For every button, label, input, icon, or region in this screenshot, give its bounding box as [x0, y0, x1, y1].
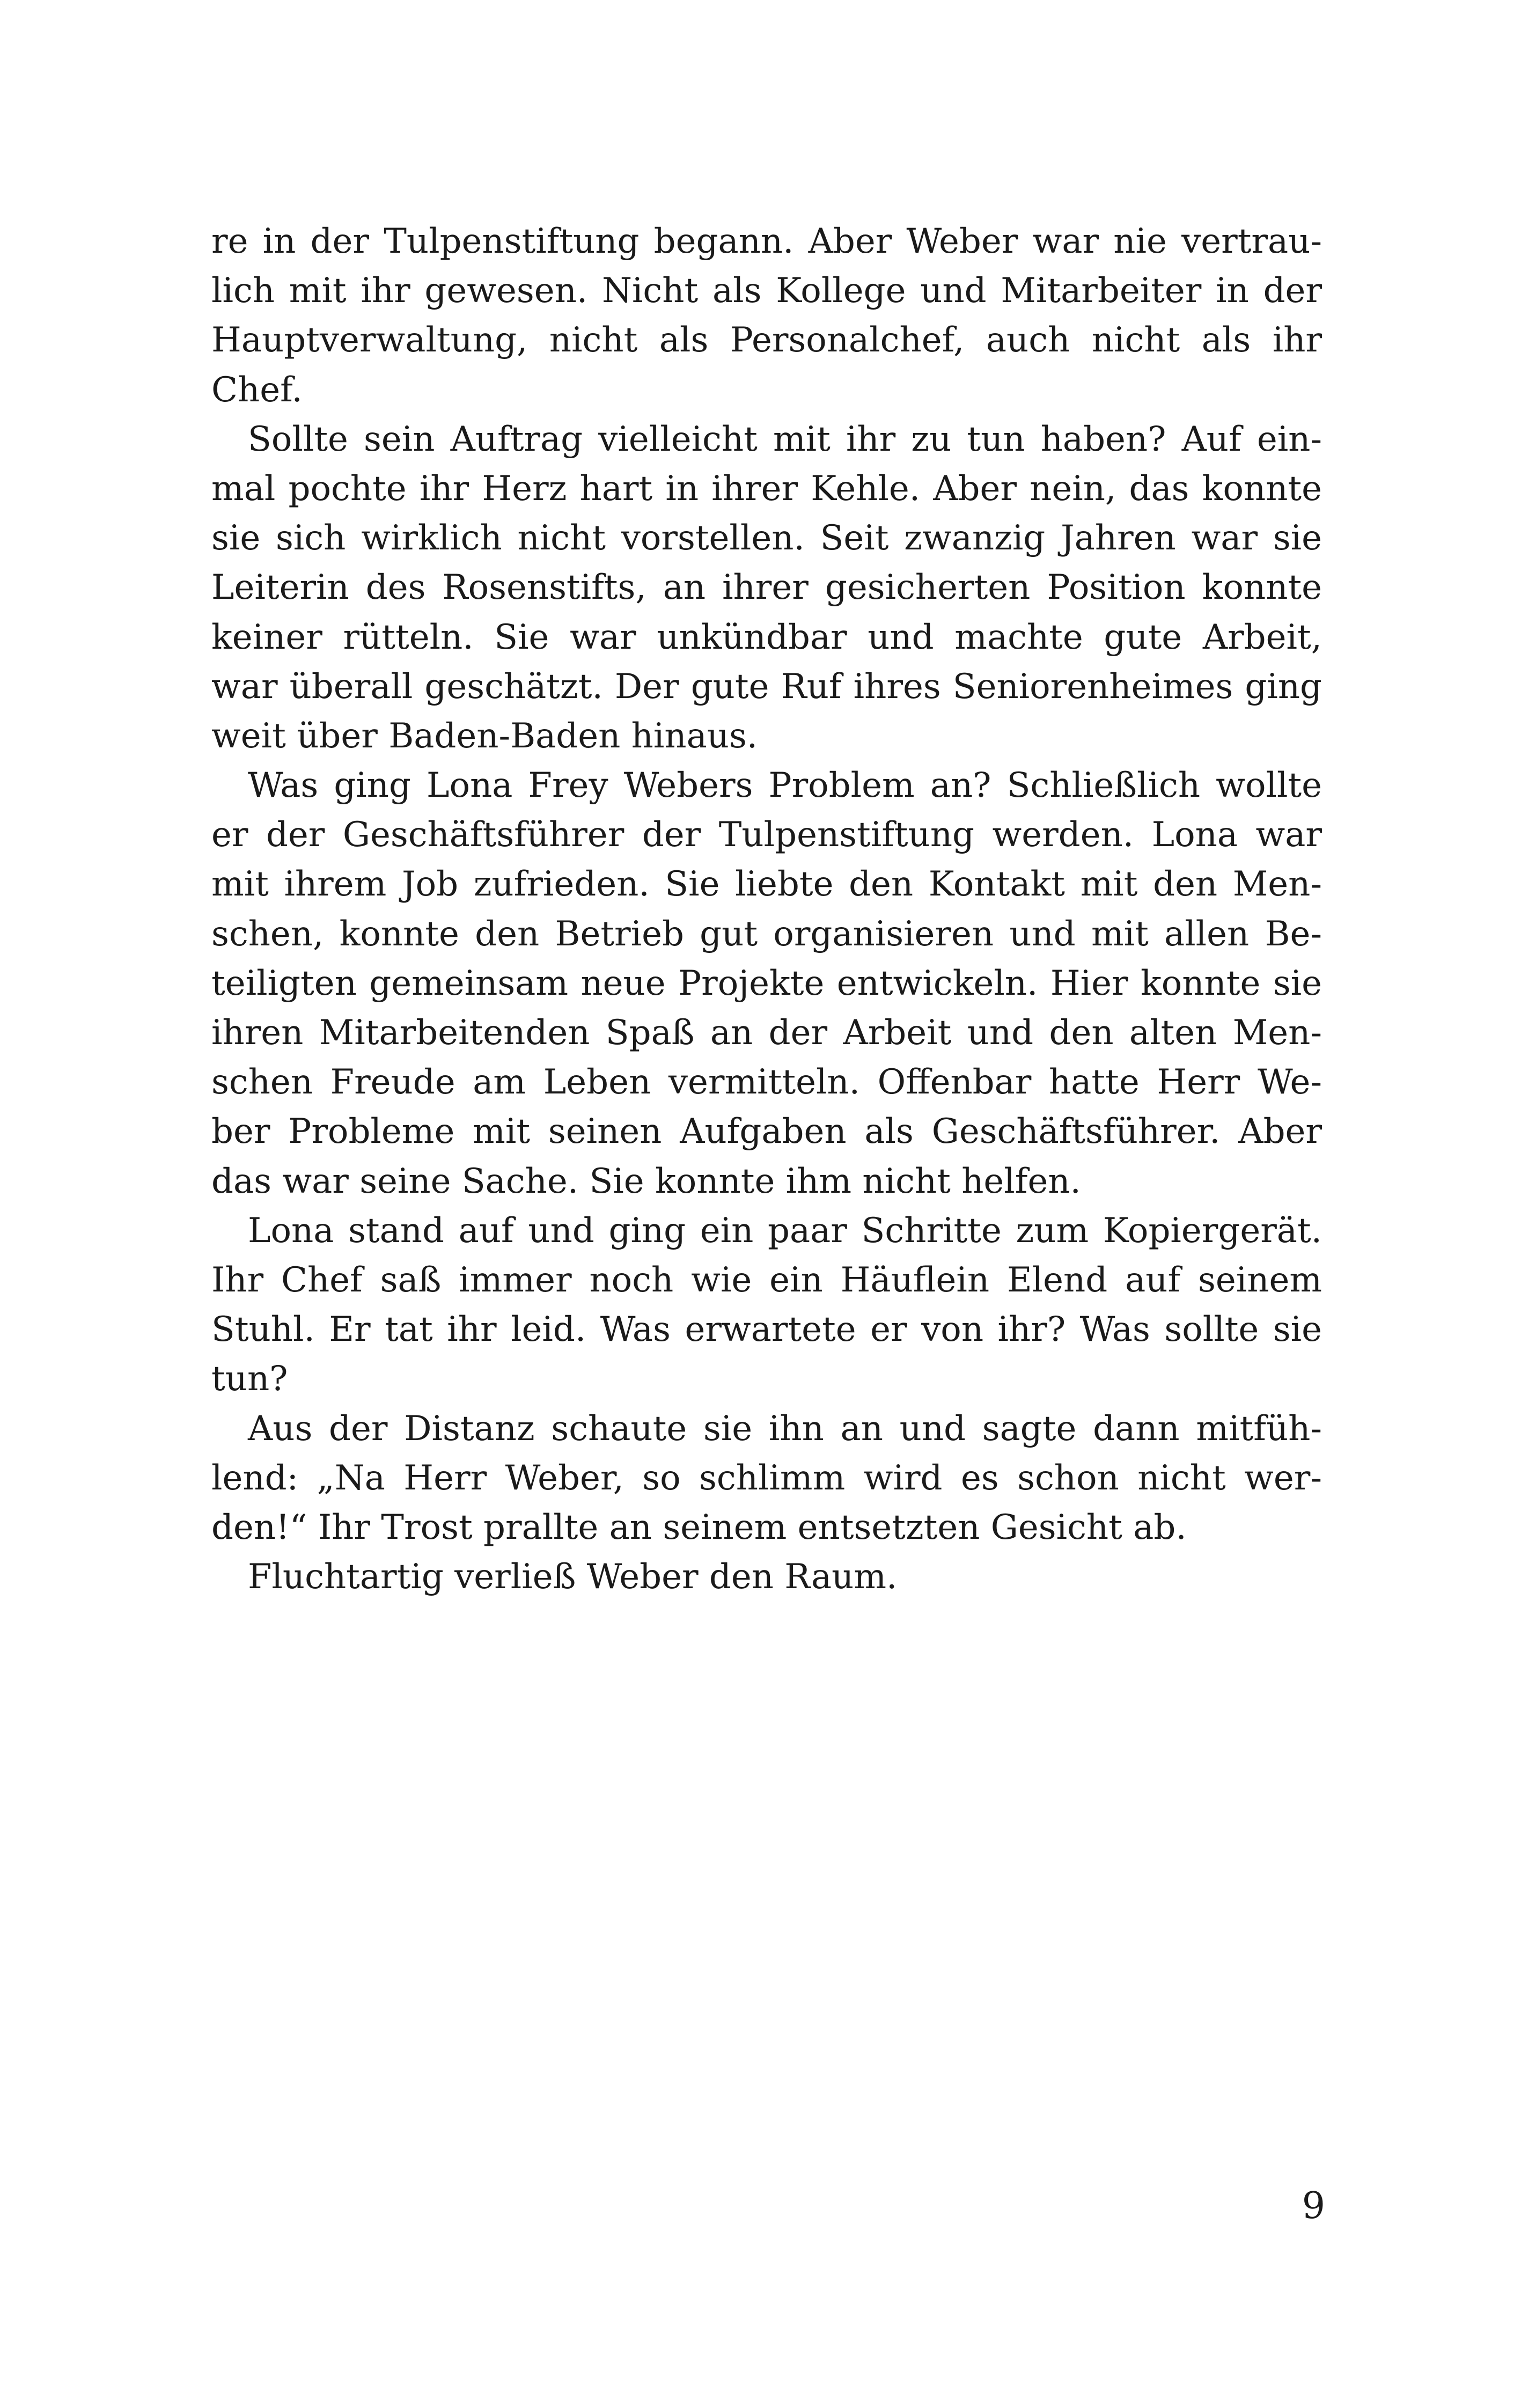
- text-line: ihren Mitarbeitenden Spaß an der Arbeit und den alten Men-: [211, 1013, 1322, 1053]
- text-line: lend: „Na Herr Weber, so schlimm wird es schon nicht wer-: [211, 1458, 1322, 1498]
- text-line: schen Freude am Leben vermitteln. Offenbar hatte Herr We-: [211, 1062, 1322, 1103]
- text-line: tun?: [211, 1359, 288, 1399]
- text-line: Hauptverwaltung, nicht als Personalchef, auch nicht als ihr: [211, 320, 1322, 361]
- text-line: Chef.: [211, 370, 303, 410]
- text-line: Fluchtartig verließ Weber den Raum.: [248, 1557, 898, 1597]
- text-line: weit über Baden-Baden hinaus.: [211, 716, 758, 756]
- text-line: teiligten gemeinsam neue Projekte entwickeln. Hier konnte sie: [211, 963, 1322, 1003]
- text-line: lich mit ihr gewesen. Nicht als Kollege und Mitarbeiter in der: [211, 271, 1322, 311]
- text-line: sie sich wirklich nicht vorstellen. Seit zwanzig Jahren war sie: [211, 518, 1322, 559]
- body-text: [211, 217, 1322, 1602]
- text-line: Aus der Distanz schaute sie ihn an und sagte dann mitfüh-: [248, 1408, 1322, 1449]
- text-line: re in der Tulpenstiftung begann. Aber Weber war nie vertrau-: [211, 222, 1322, 261]
- text-line: Sollte sein Auftrag vielleicht mit ihr zu tun haben? Auf ein-: [248, 419, 1322, 459]
- text-line: schen, konnte den Betrieb gut organisieren und mit allen Be-: [211, 914, 1322, 954]
- text-line: ber Probleme mit seinen Aufgaben als Geschäftsführer. Aber: [211, 1112, 1322, 1152]
- text-line: Ihr Chef saß immer noch wie ein Häuflein Elend auf seinem: [211, 1260, 1322, 1300]
- text-line: er der Geschäftsführer der Tulpenstiftung werden. Lona war: [211, 815, 1322, 855]
- text-line: das war seine Sache. Sie konnte ihm nicht helfen.: [211, 1161, 1081, 1201]
- page-number: 9: [1302, 2185, 1325, 2227]
- text-line: den!“ Ihr Trost prallte an seinem entsetzten Gesicht ab.: [211, 1507, 1187, 1547]
- text-line: mit ihrem Job zufrieden. Sie liebte den Kontakt mit den Men-: [211, 864, 1322, 905]
- text-line: Stuhl. Er tat ihr leid. Was erwartete er von ihr? Was sollte sie: [211, 1310, 1322, 1350]
- text-line: keiner rütteln. Sie war unkündbar und machte gute Arbeit,: [211, 617, 1322, 657]
- text-line: Lona stand auf und ging ein paar Schritte zum Kopiergerät.: [248, 1210, 1322, 1251]
- text-line: mal pochte ihr Herz hart in ihrer Kehle. Aber nein, das konnte: [211, 468, 1322, 509]
- text-line: war überall geschätzt. Der gute Ruf ihres Seniorenheimes ging: [211, 666, 1322, 707]
- text-line: Was ging Lona Frey Webers Problem an? Schließlich wollte: [248, 766, 1322, 806]
- text-line: Leiterin des Rosenstifts, an ihrer gesicherten Position konnte: [211, 568, 1322, 608]
